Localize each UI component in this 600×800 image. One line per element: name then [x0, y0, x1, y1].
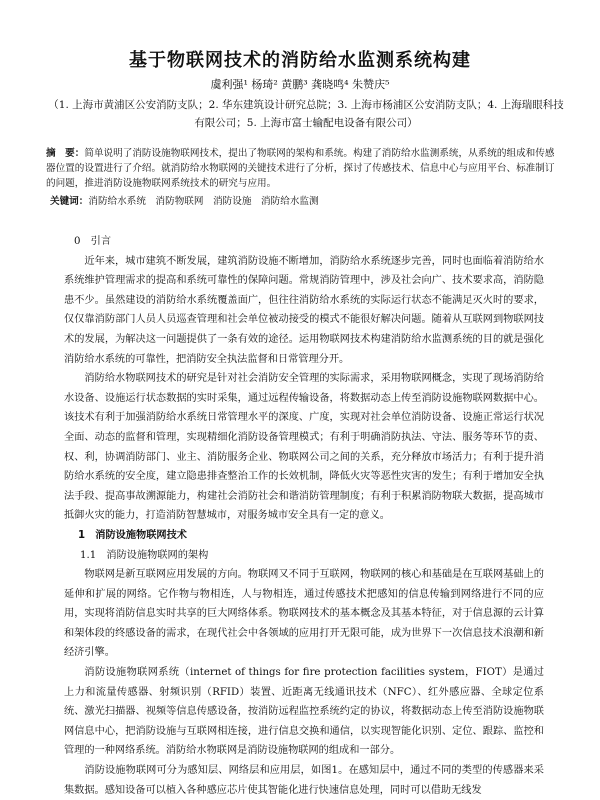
affiliations: （1. 上海市黄浦区公安消防支队；2. 华东建筑设计研究总院；3. 上海市杨浦区公安消防支队；4. 上海瑞眼科技有限公司；5. 上海市富士输配电设备有限公司）	[48, 99, 564, 129]
keywords	[50, 194, 562, 209]
paragraph: 近年来，城市建筑不断发展，建筑消防设施不断增加，消防给水系统逐步完善，同时也面临着消防给水系统维护管理需求的提高和系统可靠性的保障问题。常规消防管理中，涉及社会向广、技术要求高，消防隐患不少。虽然建设的消防给水系统覆盖面广，但往往消防给水系统的实际运行状态不能满足灭火时的要求，仅仅靠消防部门人员人员巡查管理和社会单位被动接受的模式不能很好解决问题。随着从互联网到物联网技术的发展，为解决这一问题提供了一条有效的途径。运用物联网技术构建消防给水监测系统的目的就是强化消防给水系统的可靠性，把消防安全执法监督和日常管理分开。	[64, 255, 544, 365]
paragraph: 消防设施物联网系统（internet of things for fire protection facilities system，FIOT）是通过上力和流量传感器、射频识别（RFID）装置、近距离无线通讯技术（NFC）、红外感应器、全球定位系统、激光扫描器、视频等信息传感设备，按消防远程监控系统约定的协议，将数据动态上传至消防设施物联网信息中心，把消防设施与互联网相连接，进行信息交换和通信，以实现智能化识别、定位、跟踪、监控和管理的一种网络系统。消防给水物联网是消防设施物联网的组成和一部分。	[64, 667, 544, 757]
body-text	[64, 232, 544, 800]
paragraph: 消防给水物联网技术的研究是针对社会消防安全管理的实际需求，采用物联网概念，实现了现场消防给水设备、设施运行状态数据的实时采集，通过远程传输设备，将数据动态上传至消防设施物联网数据中心。该技术有利于加强消防给水系统日常管理水平的深度、广度，实现对社会单位消防设备、设施正常运行状况全面、动态的监督和管理，实现精细化消防设备管理模式；有利于明确消防执法、守法、服务等环节的责、权、利，协调消防部门、业主、消防服务企业、物联网公司之间的关系，充分释放市场活力；有利于提升消防给水系统的安全度，建立隐患排查整治工作的长效机制，降低火灾等恶性灾害的发生；有利于增加安全执法手段、提高事故溯源能力，构建社会消防社会和谐消防管理制度；有利于积累消防物联大数据，提高城市抵御火灾的能力，打造消防智慧城市，对服务城市安全具有一定的意义。	[64, 373, 544, 522]
abstract-text: 简单说明了消防设施物联网技术，提出了物联网的架构和系统。构建了消防给水监测系统，从系统的组成和传感器位置的设置进行了介绍。就消防给水物联网的关键技术进行了分析，探讨了传感技术、信息中心与应用平台、标准制订的问题，推进消防设施物联网系统技术的研究与应用。	[46, 148, 555, 189]
keywords-label: 关键词：	[50, 196, 89, 207]
author-list: 虞利强¹ 杨琦² 黄鹏³ 龚晓鸣⁴ 朱赞庆⁵	[210, 78, 390, 91]
paper-title: 基于物联网技术的消防给水监测系统构建	[129, 50, 471, 71]
subsection-heading-1-1: 1.1 消防设施物联网的架构	[80, 549, 209, 561]
keywords-text: 消防给水系统 消防物联网 消防设施 消防给水监测	[88, 196, 319, 207]
abstract-label: 摘 要：	[46, 148, 85, 159]
paragraph: 物联网是新互联网应用发展的方向。物联网又不同于互联网，物联网的核心和基础是在互联网基础上的延伸和扩展的网络。它作物与物相连，人与物相连，通过传感技术把感知的信息传输到网络进行不同的应用，实现将消防信息实时共享的巨大网络体系。物联网技术的基本概念及其基本特征，对于信息源的云计算和架体段的终感设备的需求，在现代社会中各领域的应用打开无限可能，成为世界下一次信息技术浪潮和新经济引擎。	[64, 569, 544, 659]
abstract	[46, 146, 558, 191]
section-heading-intro: 0 引言	[74, 236, 112, 247]
paragraph: 消防设施物联网可分为感知层、网络层和应用层，如图1。在感知层中，通过不同的类型的传感器来采集数据。感知设备可以植入各种感应芯片使其智能化进行快速信息处理，同时可以借助无线发	[64, 765, 544, 796]
section-heading-1: 1 消防设施物联网技术	[78, 529, 187, 541]
